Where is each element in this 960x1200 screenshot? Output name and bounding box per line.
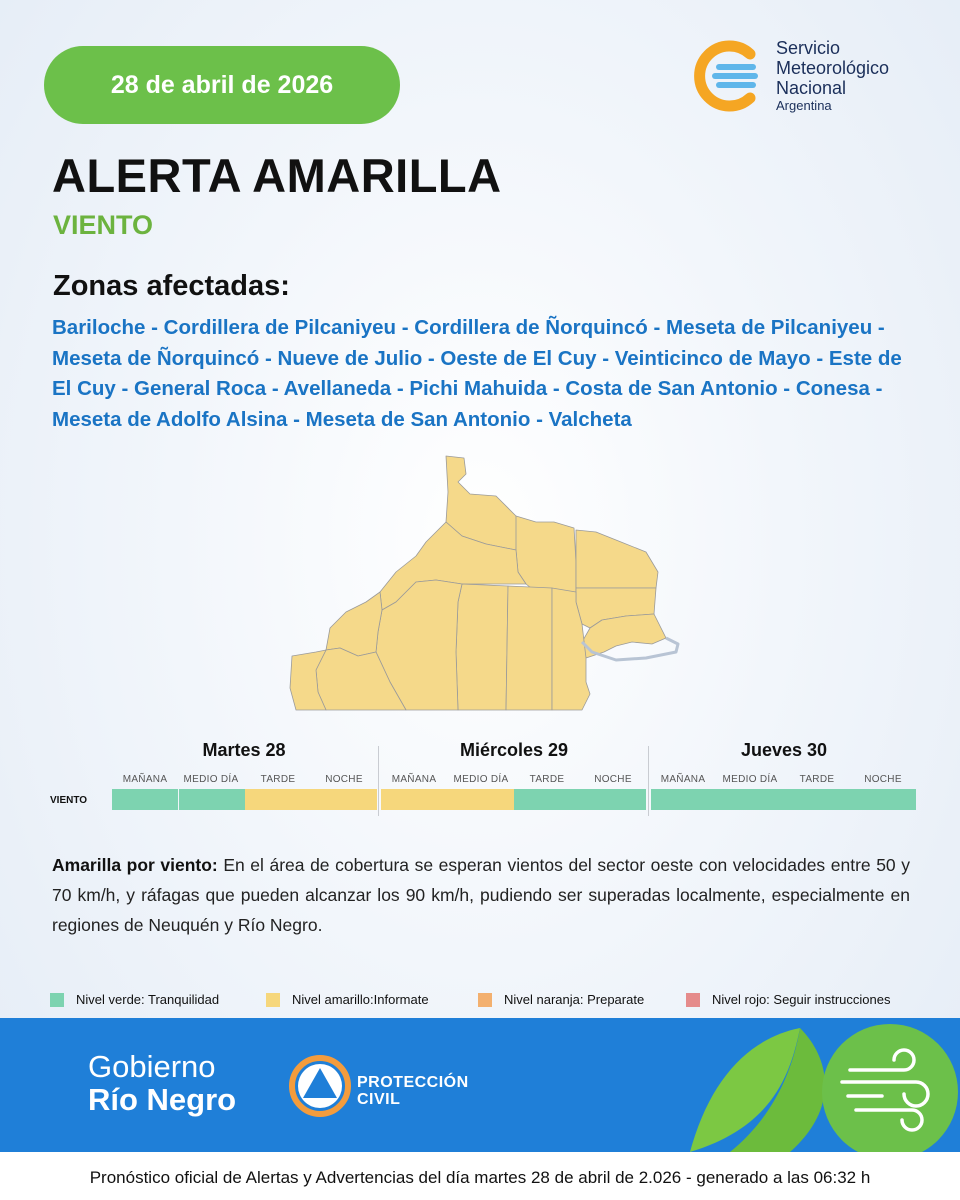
map-region-northeast: [516, 516, 576, 592]
slot-label: NOCHE: [864, 774, 902, 785]
zones-list: Bariloche - Cordillera de Pilcaniyeu - Cordillera de Ñorquincó - Meseta de Pilcaniyeu - Meseta de Ñorquincó - Nueve de Julio - Oeste de El Cuy - Veinticinco de Mayo - Este de El Cuy - General Roca - Avellaneda - Pichi Mahuida - Costa de San Antonio - Conesa - Meseta de Adolfo Alsina - Meseta de San Antonio - Valcheta: [52, 316, 902, 431]
legend-label: Nivel rojo: Seguir instrucciones: [712, 992, 891, 1007]
smn-logo-icon: [692, 40, 764, 112]
slot-label: NOCHE: [594, 774, 632, 785]
day-separator: [648, 746, 649, 816]
schedule-cell: [112, 789, 178, 810]
map-region-central-a: [456, 584, 508, 710]
proteccion-civil-icon: [288, 1054, 352, 1118]
slot-label: MEDIO DÍA: [722, 774, 778, 785]
gov-line2: Río Negro: [88, 1082, 237, 1117]
green-circle: [822, 1024, 958, 1152]
slot-label: MAÑANA: [122, 774, 168, 785]
slot-label: MAÑANA: [660, 774, 706, 785]
alert-phenomenon: VIENTO: [53, 210, 154, 240]
slot-label: MEDIO DÍA: [183, 774, 239, 785]
map-region-west: [326, 592, 382, 656]
legend-item-orange: [478, 992, 644, 1007]
schedule-cell: [381, 789, 448, 810]
slot-label: TARDE: [529, 774, 565, 785]
legend-swatch: [686, 993, 700, 1007]
smn-logo-line1: Servicio: [776, 38, 841, 58]
forecast-note: Pronóstico oficial de Alertas y Advertencias del día martes 28 de abril de 2.026 - generado a las 06:32 h: [89, 1168, 871, 1187]
wind-decoration: [690, 1018, 960, 1152]
pc-line2: CIVIL: [357, 1091, 401, 1108]
schedule-cell: [580, 789, 646, 810]
schedule-cell: [514, 789, 580, 810]
zones-heading: Zonas afectadas:: [53, 270, 290, 302]
day-3-title: Jueves 30: [740, 740, 828, 760]
description-body: En el área de cobertura se esperan vientos del sector oeste con velocidades entre 50 y 70 km/h, y ráfagas que pueden alcanzar los 90 km/h, pudiendo ser superadas localmente, especialmente en regiones de Neuquén y Río Negro.: [52, 855, 910, 935]
gobierno-rio-negro-logo: [88, 1050, 236, 1116]
day-1-title: Martes 28: [202, 740, 286, 760]
map-region-east-top: [576, 530, 658, 588]
schedule-cell: [717, 789, 784, 810]
map-region-central-b: [506, 586, 552, 710]
alert-description: [52, 850, 910, 940]
smn-logo-line2: Meteorológico: [776, 58, 890, 78]
date-badge: [44, 46, 400, 124]
smn-logo-line3: Nacional: [776, 78, 847, 98]
pc-line1: PROTECCIÓN: [357, 1074, 469, 1091]
schedule-cell: [850, 789, 916, 810]
schedule-row-label: VIENTO: [50, 795, 88, 806]
schedule-cell: [245, 789, 311, 810]
smn-logo-line4: Argentina: [776, 98, 832, 113]
date-text: 28 de abril de 2026: [110, 70, 334, 99]
smn-logo: [692, 38, 942, 114]
slot-label: NOCHE: [325, 774, 363, 785]
day-separator: [378, 746, 379, 816]
slot-label: TARDE: [799, 774, 835, 785]
slot-label: TARDE: [260, 774, 296, 785]
proteccion-civil-text: [357, 1074, 469, 1108]
schedule-cell: [651, 789, 717, 810]
schedule-cell: [448, 789, 514, 810]
gov-line1: Gobierno: [88, 1049, 216, 1084]
level-legend: [48, 992, 928, 1012]
legend-swatch: [266, 993, 280, 1007]
legend-item-green: [50, 992, 219, 1007]
affected-region-map: [286, 452, 686, 714]
alert-schedule-table: [48, 738, 920, 818]
legend-item-red: [686, 992, 890, 1007]
schedule-cell: [784, 789, 850, 810]
schedule-cell: [311, 789, 377, 810]
alert-title: ALERTA AMARILLA: [52, 149, 502, 202]
legend-item-yellow: [266, 992, 429, 1007]
schedule-cell: [179, 789, 245, 810]
legend-swatch: [50, 993, 64, 1007]
description-lead: Amarilla por viento:: [52, 855, 218, 875]
slot-label: MEDIO DÍA: [453, 774, 509, 785]
slot-label: MAÑANA: [391, 774, 437, 785]
legend-swatch: [478, 993, 492, 1007]
smn-logo-text: [776, 38, 889, 113]
legend-label: Nivel verde: Tranquilidad: [76, 992, 220, 1007]
legend-label: Nivel amarillo:Informate: [292, 992, 429, 1007]
day-2-title: Miércoles 29: [459, 740, 569, 760]
legend-label: Nivel naranja: Preparate: [504, 992, 645, 1007]
